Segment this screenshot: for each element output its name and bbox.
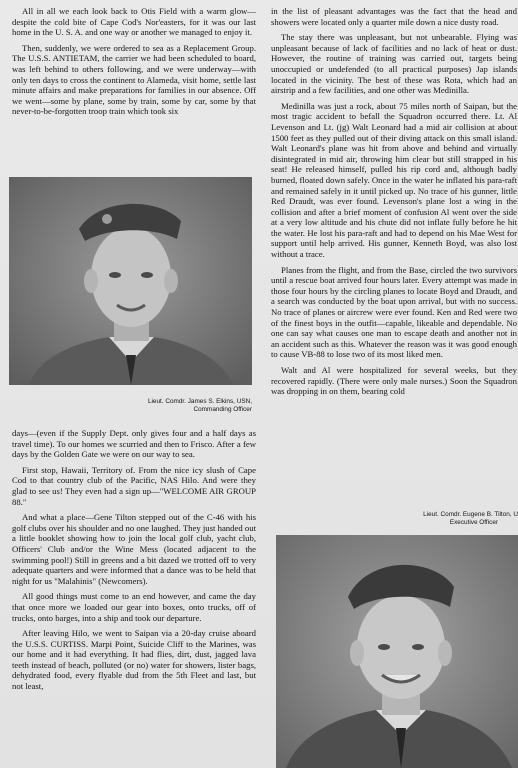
left-column-bottom-text [12, 428, 256, 697]
caption-title: Commanding Officer [193, 406, 252, 413]
paragraph: Walt and Al were hospitalized for several weeks, but they recovered rapidly. (There were only male nurses.) Soon the Squadron was dropping in on them, bearing cold [271, 365, 517, 397]
photo-caption-elkins [60, 398, 252, 414]
paragraph: days—(even if the Supply Dept. only gives four and a half days as travel time). To our homes we scurried and then to Frisco. After a few days by the Golden Gate we were on our way to sea. [12, 428, 256, 460]
caption-name: Lieut. Comdr. James S. Elkins, USN, [147, 398, 252, 405]
paragraph: in the list of pleasant advantages was the fact that the head and showers were located only a quarter mile down a nice dusty road. [271, 6, 517, 27]
paragraph: After leaving Hilo, we went to Saipan via a 20-day cruise aboard the U.S.S. CURTISS. Marpi Point, Suicide Cliff to the Marines, was our home and it had everything. It had flies, dirt, dust, jagged lava teeth instead of beach, polluted (or no) water for showers, lister bags, dehydrated food, every flyable dud from the 5th Fleet and last, but not least, [12, 628, 256, 692]
paragraph: And what a place—Gene Tilton stepped out of the C-46 with his golf clubs over his shoulder and no one laughed. They just handed out a little booklet showing how to join the local golf club, yacht club, Officers' Club and/or the Wine Mess (located adjacent to the swimming pool!) Still in greens and a bit dazed we trotted off to very adequate quarters and were informed that a dance was to be held that night for us "Malahinis" (Newcomers). [12, 512, 256, 586]
left-column-top-text [12, 6, 256, 122]
paragraph: Medinilla was just a rock, about 75 miles north of Saipan, but the most tragic accident to befall the Squadron occurred there. Lt. Al Levenson and Lt. (jg) Walt Leonard had a mid air collision at about 1500 feet as they pulled out of their diving attack on this small island. Walt Leonard's plane was hit from above and behind and virtually disintegrated in mid air, throwing him clear but still strapped in his seat! He released himself, pulled his rip cord and, although badly burned, floated down safely. Once in the water he inflated his para-raft and remained safely in it until picked up. No trace of his gunner, little Red Draudt, was ever found. Levenson's plane lost a wing in the collision and after a brief moment of confusion Al went over the side at a very low altitude and his chute did not inflate fully before he hit the water. He lost his para-raft and had to depend on his Mae West for support until help arrived. His gunner, Kenneth Boyd, was also lost without a trace. [271, 100, 517, 260]
paragraph: First stop, Hawaii, Territory of. From the nice icy slush of Cape Cod to that country club of the Pacific, NAS Hilo. And were they glad to see us! They even had a sign up—"WELCOME AIR GROUP 88." [12, 464, 256, 507]
paragraph: The stay there was unpleasant, but not unbearable. Flying was unpleasant because of lack of facilities and no lack of heat or dust. However, the routine of training was carried out, targets being unoccupied or undefended (to all practical purposes) Jap islands located in the vicinity. The best of these was Rota, which had an airstrip and a few facilities, and one other was Medinilla. [271, 32, 517, 96]
photo-caption-tilton [300, 511, 518, 527]
portrait-photo-tilton [276, 535, 518, 768]
paragraph: Planes from the flight, and from the Base, circled the two survivors until a rescue boat arrived four hours later. Every attempt was made in those four hours by the circling planes to locate Boyd and Draudt, and a search was conducted by the boat upon arrival, but with no success. No trace of planes or aircrew were ever found. Ken and Red were two of the finest boys in the outfit—capable, likeable and dependable. No one can say what causes one man to escape death and another not in an accident such as this. Whatever the reason was it was good enough to cause VB-88 to lose two of its most liked men. [271, 264, 517, 360]
paragraph: All in all we each look back to Otis Field with a warm glow—despite the cold bite of Cape Cod's Nor'easters, for it was our last home in the U. S. A. and one way or another we managed to enjoy it. [12, 6, 256, 38]
paragraph: Then, suddenly, we were ordered to sea as a Replacement Group. The U.S.S. ANTIETAM, the carrier we had been scheduled to board, was left behind to others following, and we were underway—with only ten days to cross the continent to Alameda, visit home, settle last minute affairs and make preparations for families in our absence. Off we went—some by plane, some by train, some by car, some by that never-to-be-forgotten troop train which took six [12, 42, 256, 117]
caption-name: Lieut. Comdr. Eugene B. Tilton, U [423, 511, 518, 518]
portrait-photo-elkins [9, 177, 252, 385]
caption-title: Executive Officer [449, 519, 498, 526]
paragraph: All good things must come to an end however, and came the day that once more we loaded our gear into boxes, onto trucks, off of trucks, onto barges, into a ship and took our departure. [12, 591, 256, 623]
right-column-text [271, 6, 517, 402]
